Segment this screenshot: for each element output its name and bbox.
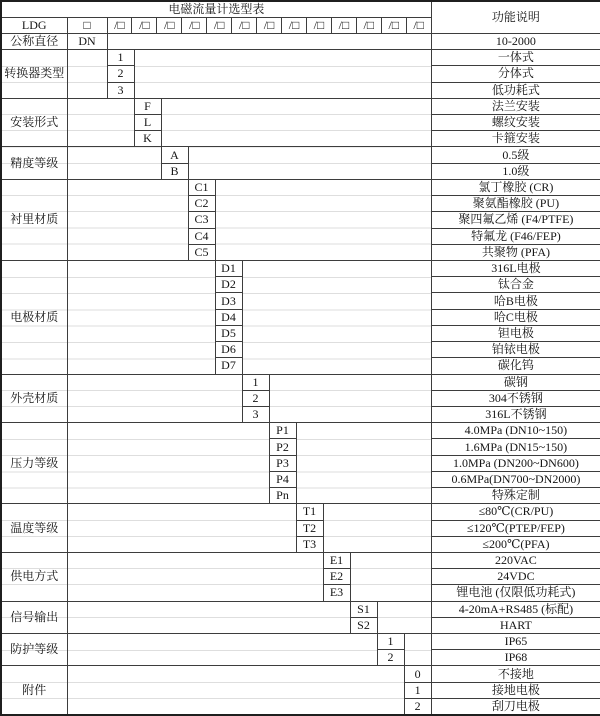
desc-cell: 1.0级	[431, 163, 600, 179]
code-cell: A	[161, 147, 188, 163]
dn-desc: 10-2000	[431, 33, 600, 49]
desc-cell: 1.6MPa (DN15~150)	[431, 439, 600, 455]
code-cell: B	[161, 163, 188, 179]
model-prefix: LDG	[1, 17, 67, 33]
code-cell: T1	[296, 504, 323, 520]
gap-cell	[67, 504, 296, 553]
code-cell: T2	[296, 520, 323, 536]
code-cell: 3	[107, 82, 134, 98]
desc-cell: 316L电极	[431, 261, 600, 277]
code-cell: F	[134, 98, 161, 114]
gap-cell	[107, 33, 431, 49]
code-cell: P3	[269, 455, 296, 471]
model-slot: /□	[381, 18, 406, 33]
model-slot: /□	[256, 18, 281, 33]
section-label: 温度等级	[1, 504, 67, 553]
desc-cell: 哈C电极	[431, 309, 600, 325]
desc-cell: 不接地	[431, 666, 600, 682]
gap-cell	[134, 50, 431, 99]
gap-cell	[215, 179, 431, 260]
section-label: 信号输出	[1, 601, 67, 633]
code-cell: C1	[188, 179, 215, 195]
desc-cell: 铂铱电极	[431, 342, 600, 358]
dn-code: DN	[67, 33, 107, 49]
gap-cell	[161, 98, 431, 147]
desc-cell: 刮刀电极	[431, 698, 600, 715]
code-cell: 2	[377, 650, 404, 666]
gap-cell	[67, 50, 107, 99]
desc-cell: 钛合金	[431, 277, 600, 293]
gap-cell	[296, 423, 431, 504]
dn-label: 公称直径	[1, 33, 67, 49]
code-cell: D6	[215, 342, 242, 358]
code-cell: D4	[215, 309, 242, 325]
model-slots-cell	[107, 17, 431, 33]
model-slots	[108, 18, 431, 33]
section-label: 外壳材质	[1, 374, 67, 423]
gap-cell	[242, 261, 431, 375]
desc-cell: 1.0MPa (DN200~DN600)	[431, 455, 600, 471]
section-label: 压力等级	[1, 423, 67, 504]
model-slot: /□	[406, 18, 431, 33]
section-label: 精度等级	[1, 147, 67, 179]
section-label: 附件	[1, 666, 67, 715]
code-cell: 1	[242, 374, 269, 390]
code-cell: C3	[188, 212, 215, 228]
desc-cell: ≤200℃(PFA)	[431, 536, 600, 552]
section-label: 转换器类型	[1, 50, 67, 99]
desc-cell: 316L不锈钢	[431, 406, 600, 422]
gap-cell	[269, 374, 431, 423]
gap-cell	[67, 552, 323, 601]
code-cell: 1	[107, 50, 134, 66]
code-cell: D3	[215, 293, 242, 309]
desc-cell: 304不锈钢	[431, 390, 600, 406]
code-cell: D7	[215, 358, 242, 374]
desc-cell: 接地电极	[431, 682, 600, 698]
selection-table-body	[1, 1, 600, 715]
model-slot: /□	[131, 18, 156, 33]
desc-cell: 碳化钨	[431, 358, 600, 374]
desc-cell: 氯丁橡胶 (CR)	[431, 179, 600, 195]
code-cell: C4	[188, 228, 215, 244]
model-slot: /□	[156, 18, 181, 33]
code-cell: 1	[404, 682, 431, 698]
section-label: 供电方式	[1, 552, 67, 601]
code-cell: P4	[269, 471, 296, 487]
desc-cell: 低功耗式	[431, 82, 600, 98]
code-cell: Pn	[269, 488, 296, 504]
code-cell: T3	[296, 536, 323, 552]
gap-cell	[67, 634, 377, 666]
model-slot: /□	[231, 18, 256, 33]
table-title: 电磁流量计选型表	[1, 1, 431, 17]
code-cell: P2	[269, 439, 296, 455]
model-slot: /□	[206, 18, 231, 33]
code-cell: C2	[188, 196, 215, 212]
section-label: 安装形式	[1, 98, 67, 147]
desc-cell: IP68	[431, 650, 600, 666]
code-cell: 1	[377, 634, 404, 650]
code-cell: D1	[215, 261, 242, 277]
code-cell: D2	[215, 277, 242, 293]
desc-cell: 钽电极	[431, 325, 600, 341]
model-slot: /□	[281, 18, 306, 33]
code-cell: E3	[323, 585, 350, 601]
desc-cell: ≤80℃(CR/PU)	[431, 504, 600, 520]
desc-cell: 锂电池 (仅限低功耗式)	[431, 585, 600, 601]
code-cell: 3	[242, 406, 269, 422]
code-cell: 2	[404, 698, 431, 715]
desc-header: 功能说明	[431, 1, 600, 33]
desc-cell: 共聚物 (PFA)	[431, 244, 600, 260]
desc-cell: 哈B电极	[431, 293, 600, 309]
desc-cell: 特氟龙 (F46/FEP)	[431, 228, 600, 244]
model-box-cell: □	[67, 17, 107, 33]
code-cell: K	[134, 131, 161, 147]
code-cell: E1	[323, 552, 350, 568]
desc-cell: 聚四氟乙烯 (F4/PTFE)	[431, 212, 600, 228]
gap-cell	[67, 147, 161, 179]
desc-cell: HART	[431, 617, 600, 633]
gap-cell	[350, 552, 431, 601]
model-slot: /□	[306, 18, 331, 33]
code-cell: S2	[350, 617, 377, 633]
gap-cell	[323, 504, 431, 553]
code-cell: E2	[323, 569, 350, 585]
code-cell: L	[134, 115, 161, 131]
gap-cell	[377, 601, 431, 633]
section-label: 防护等级	[1, 634, 67, 666]
code-cell: 2	[242, 390, 269, 406]
desc-cell: 0.5级	[431, 147, 600, 163]
desc-cell: 0.6MPa(DN700~DN2000)	[431, 471, 600, 487]
code-cell: 0	[404, 666, 431, 682]
desc-cell: 一体式	[431, 50, 600, 66]
desc-cell: 220VAC	[431, 552, 600, 568]
section-label: 衬里材质	[1, 179, 67, 260]
code-cell: P1	[269, 423, 296, 439]
code-cell: S1	[350, 601, 377, 617]
gap-cell	[67, 261, 215, 375]
desc-cell: 碳钢	[431, 374, 600, 390]
gap-cell	[67, 666, 404, 715]
desc-cell: 24VDC	[431, 569, 600, 585]
gap-cell	[404, 634, 431, 666]
code-cell: D5	[215, 325, 242, 341]
gap-cell	[67, 179, 188, 260]
section-label: 电极材质	[1, 261, 67, 375]
gap-cell	[67, 601, 350, 633]
desc-cell: IP65	[431, 634, 600, 650]
gap-cell	[67, 374, 242, 423]
code-cell: 2	[107, 66, 134, 82]
desc-cell: 法兰安装	[431, 98, 600, 114]
code-cell: C5	[188, 244, 215, 260]
model-slot: /□	[356, 18, 381, 33]
gap-cell	[188, 147, 431, 179]
desc-cell: 4.0MPa (DN10~150)	[431, 423, 600, 439]
desc-cell: 4-20mA+RS485 (标配)	[431, 601, 600, 617]
desc-cell: 螺纹安装	[431, 115, 600, 131]
gap-cell	[67, 98, 134, 147]
desc-cell: 特殊定制	[431, 488, 600, 504]
gap-cell	[67, 423, 269, 504]
model-slot: /□	[181, 18, 206, 33]
desc-cell: 聚氨酯橡胶 (PU)	[431, 196, 600, 212]
model-slot: /□	[331, 18, 356, 33]
desc-cell: 分体式	[431, 66, 600, 82]
desc-cell: 卡箍安装	[431, 131, 600, 147]
desc-cell: ≤120℃(PTEP/FEP)	[431, 520, 600, 536]
model-slot: /□	[114, 17, 125, 32]
